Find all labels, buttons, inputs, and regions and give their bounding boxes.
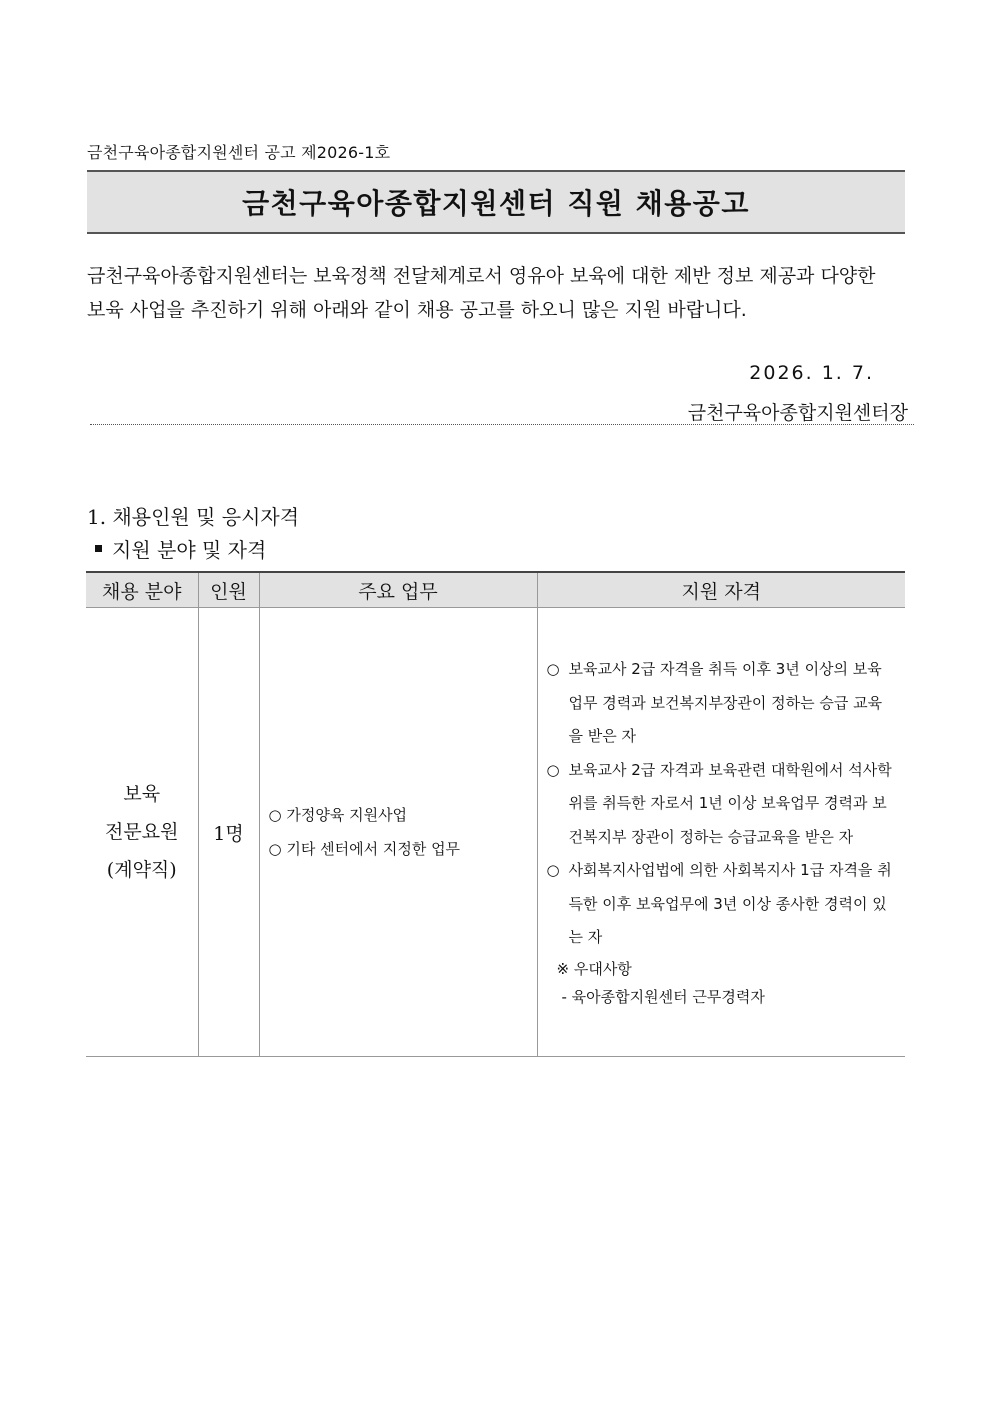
announcement-date: 2026. 1. 7. [749, 362, 874, 384]
section-title: 1. 채용인원 및 응시자격 [87, 505, 300, 529]
duty-item: ○ 가정양육 지원사업 [268, 806, 408, 824]
page-title: 금천구육아종합지원센터 직원 채용공고 [242, 187, 750, 220]
circle-bullet-icon: ○ [546, 660, 560, 679]
field-cell [86, 608, 198, 1057]
qualification-item [547, 653, 894, 754]
headcount-cell: 1명 [198, 608, 259, 1057]
notice-number: 금천구육아종합지원센터 공고 제2026-1호 [87, 143, 391, 162]
title-banner [87, 170, 905, 234]
recruitment-table [86, 571, 905, 1057]
column-header: 지원 자격 [537, 572, 905, 608]
preference-heading: ※ 우대사항 [556, 959, 632, 978]
intro-line: 금천구육아종합지원센터는 보육정책 전달체계로서 영유아 보육에 대한 제반 정보 제공과 다양한 [87, 265, 876, 287]
qualification-item [547, 754, 894, 855]
subsection-label: 지원 분야 및 자격 [112, 538, 267, 562]
circle-bullet-icon: ○ [546, 760, 560, 779]
qualification-text: 보육교사 2급 자격을 취득 이후 3년 이상의 보육업무 경력과 보건복지부장관이 정하는 승급 교육을 받은 자 [568, 660, 883, 746]
intro-paragraph [87, 259, 907, 327]
qualifications-cell [537, 608, 905, 1057]
qualification-text: 사회복지사업법에 의한 사회복지사 1급 자격을 취득한 이후 보육업무에 3년 이상 종사한 경력이 있는 자 [568, 861, 892, 947]
qualification-text: 보육교사 2급 자격과 보육관련 대학원에서 석사학위를 취득한 자로서 1년 이상 보육업무 경력과 보건복지부 장관이 정하는 승급교육을 받은 자 [568, 760, 892, 846]
dotted-divider [90, 424, 914, 425]
subsection-title [95, 534, 266, 563]
circle-bullet-icon: ○ [546, 861, 560, 880]
issuer-name: 금천구육아종합지원센터장 [687, 402, 908, 424]
field-line: 보육 [123, 783, 161, 805]
qualification-item [547, 854, 894, 955]
table-header-row [86, 572, 905, 608]
column-header: 인원 [198, 572, 259, 608]
column-header: 채용 분야 [86, 572, 198, 608]
preference-item: - 육아종합지원센터 근무경력자 [561, 987, 765, 1006]
field-line: 전문요원 [105, 821, 179, 843]
intro-line: 보육 사업을 추진하기 위해 아래와 같이 채용 공고를 하오니 많은 지원 바랍니다. [87, 299, 747, 321]
duty-item: ○ 기타 센터에서 지정한 업무 [268, 840, 461, 858]
table-row [86, 608, 905, 1057]
duties-cell [259, 608, 537, 1057]
field-line: (계약직) [106, 859, 177, 881]
column-header: 주요 업무 [259, 572, 537, 608]
square-bullet-icon [95, 545, 102, 552]
